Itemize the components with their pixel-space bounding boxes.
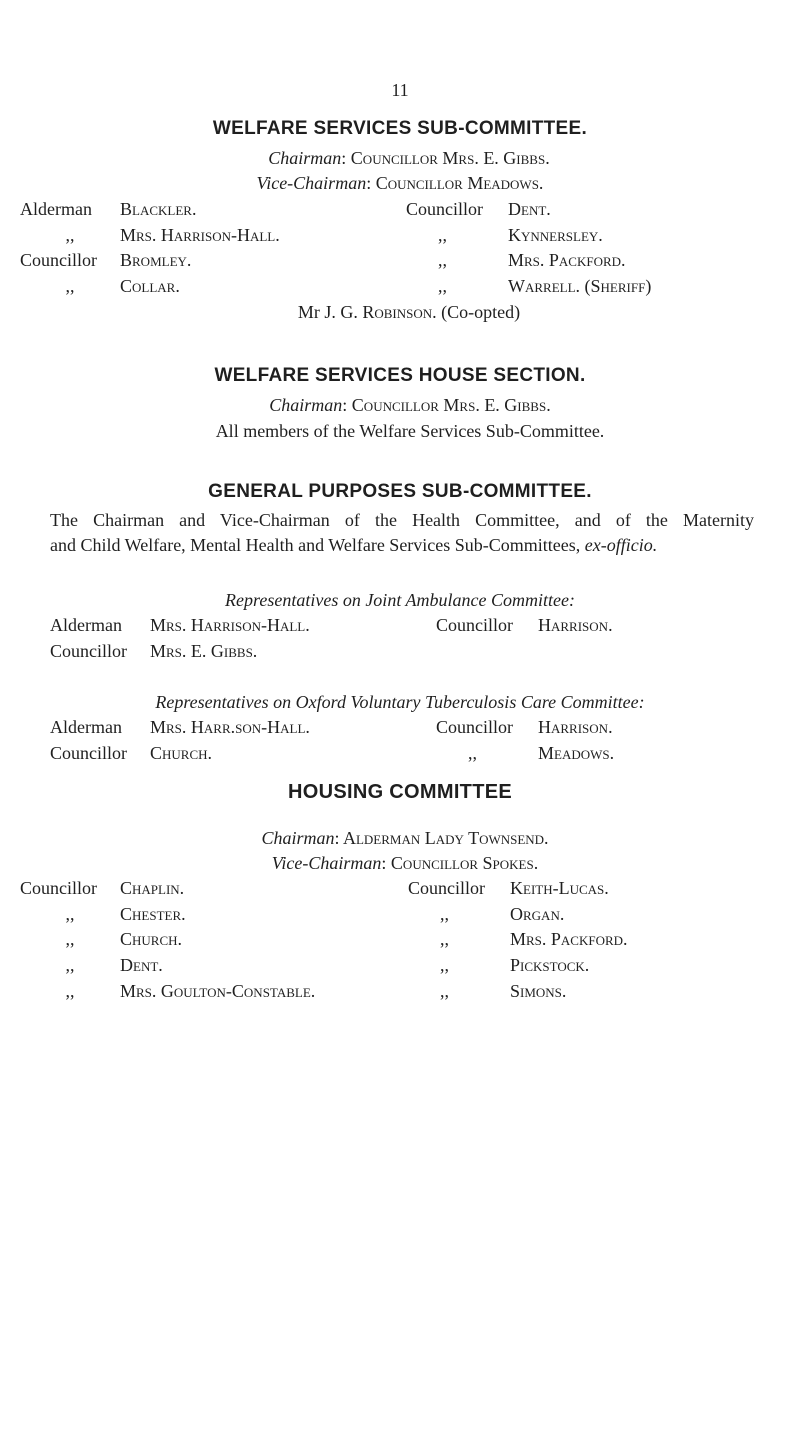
welfare-sub-vice-chairman xyxy=(0,171,800,195)
member-title: Councillor xyxy=(436,615,513,635)
member-title: Councillor xyxy=(20,250,97,271)
vice-chairman-label: Vice-Chairman xyxy=(256,173,367,193)
welfare-sub-chairman xyxy=(0,146,800,170)
general-purposes-line-1: The Chairman and Vice-Chairman of the Health Committee, and of the Maternity xyxy=(50,510,754,530)
ex-officio-term: ex-officio. xyxy=(584,535,658,555)
roster-entry xyxy=(406,274,651,300)
tuberculosis-left-roster xyxy=(50,715,310,766)
ditto-mark: ,, xyxy=(65,980,75,1001)
roster-entry xyxy=(20,274,280,300)
member-name: Pickstock. xyxy=(510,955,590,976)
roster-entry xyxy=(406,197,651,223)
roster-entry xyxy=(50,639,310,665)
member-name: Chester. xyxy=(120,903,186,924)
housing-left-roster xyxy=(20,876,315,1004)
member-title: Councillor xyxy=(436,717,513,737)
member-title: Alderman xyxy=(50,717,122,737)
roster-entry xyxy=(406,223,651,249)
member-title: Alderman xyxy=(50,615,122,635)
welfare-sub-right-roster xyxy=(406,197,651,300)
ambulance-left-roster xyxy=(50,613,310,664)
member-name: Chaplin. xyxy=(120,878,185,898)
member-name: Blackler. xyxy=(120,199,197,219)
member-name: Mrs. Goulton-Constable. xyxy=(120,980,316,1001)
chairman-label: Chairman xyxy=(268,148,342,168)
roster-entry xyxy=(50,741,310,767)
roster-entry xyxy=(20,223,280,249)
ditto-mark: ,, xyxy=(440,955,449,976)
housing-chairman xyxy=(0,826,800,850)
member-name: Church. xyxy=(150,742,213,763)
member-title: Councillor xyxy=(50,742,127,763)
member-name: Mrs. Harrison-Hall. xyxy=(120,224,280,245)
ditto-mark: ,, xyxy=(440,903,449,924)
roster-entry xyxy=(20,902,315,928)
member-name: Church. xyxy=(120,929,183,950)
member-name: Dent. xyxy=(508,199,551,219)
member-title: Councillor xyxy=(20,878,97,898)
chairman-value: : Councillor Mrs. E. Gibbs. xyxy=(341,148,550,168)
coopted-suffix: (Co-opted) xyxy=(436,302,521,322)
ditto-mark: ,, xyxy=(65,276,75,297)
tuberculosis-title: Representatives on Oxford Voluntary Tuberculosis Care Committee: xyxy=(155,692,645,712)
member-name: Mrs. Harr.son-Hall. xyxy=(150,717,310,737)
housing-vice-chairman xyxy=(0,851,800,875)
housing-right-roster xyxy=(408,876,628,1004)
ditto-mark: ,, xyxy=(438,250,447,271)
chairman-label: Chairman xyxy=(261,828,335,848)
ditto-mark: ,, xyxy=(438,276,447,297)
roster-entry xyxy=(408,979,628,1005)
member-name: Mrs. E. Gibbs. xyxy=(150,640,258,661)
ditto-mark: ,, xyxy=(65,929,75,950)
member-name: Mrs. Packford. xyxy=(508,250,626,271)
roster-entry xyxy=(20,248,280,274)
general-purposes-heading: GENERAL PURPOSES SUB-COMMITTEE. xyxy=(208,481,592,502)
roster-entry xyxy=(436,741,614,767)
ditto-mark: ,, xyxy=(65,903,75,924)
house-section-chairman xyxy=(0,393,800,417)
member-title: Councillor xyxy=(408,878,485,898)
roster-entry xyxy=(20,953,315,979)
welfare-sub-heading: WELFARE SERVICES SUB-COMMITTEE. xyxy=(212,118,588,139)
roster-entry xyxy=(436,715,614,741)
tuberculosis-right-roster xyxy=(436,715,614,766)
general-purposes-text xyxy=(50,508,754,558)
house-section-heading: WELFARE SERVICES HOUSE SECTION. xyxy=(214,365,586,386)
member-name: Kynnersley. xyxy=(508,224,603,245)
coopted-prefix: Mr J. G. xyxy=(297,302,363,322)
general-purposes-line-2 xyxy=(50,533,754,558)
ditto-mark: ,, xyxy=(65,955,75,976)
chairman-value: : Councillor Mrs. E. Gibbs. xyxy=(342,395,551,415)
member-name: Dent. xyxy=(120,955,163,976)
member-name: Warrell. (Sheriff) xyxy=(508,276,652,297)
roster-entry xyxy=(20,979,315,1005)
member-title: Councillor xyxy=(50,640,127,661)
roster-entry xyxy=(50,613,310,639)
member-name: Meadows. xyxy=(538,742,615,763)
ditto-mark: ,, xyxy=(468,742,477,763)
coopted-member xyxy=(0,300,800,324)
chairman-value: : Alderman Lady Townsend. xyxy=(334,828,549,848)
ditto-mark: ,, xyxy=(440,929,449,950)
member-name: Bromley. xyxy=(120,250,192,271)
roster-entry xyxy=(406,248,651,274)
member-title: Alderman xyxy=(20,199,92,219)
member-name: Mrs. Packford. xyxy=(510,929,628,950)
ambulance-right-roster xyxy=(436,613,613,639)
ambulance-title: Representatives on Joint Ambulance Committee: xyxy=(225,590,575,610)
member-name: Collar. xyxy=(120,276,180,297)
vice-chairman-value: : Councillor Spokes. xyxy=(381,853,539,873)
welfare-sub-left-roster xyxy=(20,197,280,300)
member-name: Mrs. Harrison-Hall. xyxy=(150,615,310,635)
member-title: Councillor xyxy=(406,199,483,219)
page-number: 11 xyxy=(391,80,409,100)
member-name: Harrison. xyxy=(538,615,613,635)
house-section-members-note: All members of the Welfare Services Sub-Committee. xyxy=(215,421,605,441)
roster-entry xyxy=(408,953,628,979)
ditto-mark: ,, xyxy=(438,224,447,245)
roster-entry xyxy=(408,902,628,928)
general-purposes-line-2-text: and Child Welfare, Mental Health and Welfare Services Sub-Committees, xyxy=(50,535,585,555)
roster-entry xyxy=(436,613,613,639)
vice-chairman-value: : Councillor Meadows. xyxy=(366,173,544,193)
roster-entry xyxy=(50,715,310,741)
member-name: Simons. xyxy=(510,980,567,1001)
roster-entry xyxy=(20,876,315,902)
member-name: Organ. xyxy=(510,903,565,924)
roster-entry xyxy=(20,197,280,223)
ditto-mark: ,, xyxy=(440,980,449,1001)
roster-entry xyxy=(408,927,628,953)
member-name: Keith-Lucas. xyxy=(510,878,609,898)
member-name: Harrison. xyxy=(538,717,613,737)
coopted-name: Robinson. xyxy=(362,302,437,322)
chairman-label: Chairman xyxy=(269,395,343,415)
vice-chairman-label: Vice-Chairman xyxy=(271,853,382,873)
ditto-mark: ,, xyxy=(65,224,75,245)
roster-entry xyxy=(408,876,628,902)
roster-entry xyxy=(20,927,315,953)
housing-heading: HOUSING COMMITTEE xyxy=(288,781,512,803)
